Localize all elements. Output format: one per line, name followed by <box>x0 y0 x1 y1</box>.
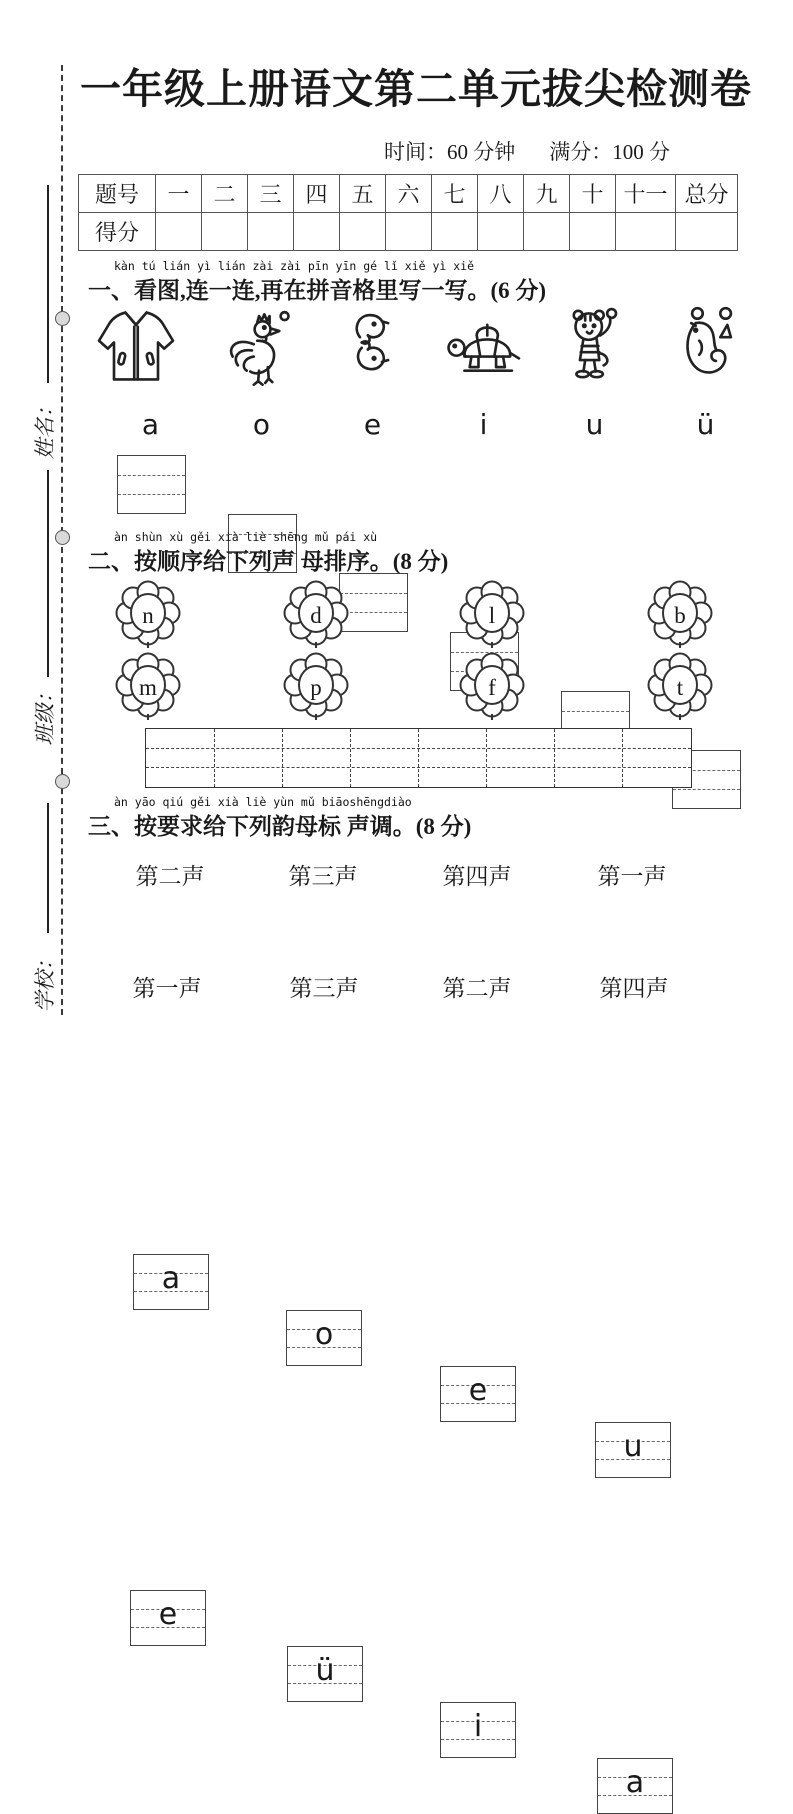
initial-flower <box>460 580 524 650</box>
tiger-cub-icon <box>548 302 640 390</box>
initial-flower <box>648 652 712 722</box>
pinyin-writing-grid <box>117 455 186 514</box>
score-cell-empty <box>432 213 478 251</box>
initial-letter: p <box>310 675 322 700</box>
initial-letter: l <box>488 603 496 628</box>
score-row-label: 得分 <box>79 213 156 251</box>
score-table-header-cell: 二 <box>202 175 248 213</box>
geese-icon <box>321 302 413 390</box>
final-letter: ü <box>315 1653 335 1688</box>
tone-label: 第二声 <box>442 976 512 1001</box>
tone-label: 第一声 <box>597 864 667 889</box>
class-blank-line <box>47 470 49 677</box>
tone-label: 第二声 <box>135 864 205 889</box>
coat-icon <box>90 302 182 390</box>
section3-pinyin: àn yāo qiú gěi xià liè yùn mǔ biāoshēngdiào <box>114 795 412 809</box>
initial-flower <box>284 652 348 722</box>
tone-writing-grid <box>440 1702 516 1758</box>
student-school-label: 学校： <box>33 949 57 1013</box>
score-cell-empty <box>248 213 294 251</box>
initial-flower <box>116 580 180 650</box>
turtle-icon <box>436 302 528 390</box>
fold-marker-dot <box>55 530 70 545</box>
section2-heading: 二、按顺序给下列声 母排序。(8 分) <box>88 549 449 574</box>
initial-flower <box>284 580 348 650</box>
section2-pinyin: àn shùn xù gěi xià liè shēng mǔ pái xù <box>114 530 378 544</box>
vowel-letter: o <box>252 408 271 441</box>
score-table-header-cell: 总分 <box>676 175 738 213</box>
exam-meta <box>384 136 704 166</box>
vowel-letter: e <box>363 408 382 441</box>
tone-label: 第四声 <box>442 864 512 889</box>
vowel-letter: ü <box>696 408 715 441</box>
score-table-header-cell: 八 <box>478 175 524 213</box>
tone-label: 第三声 <box>288 864 358 889</box>
score-cell-empty <box>340 213 386 251</box>
score-table-header-cell: 六 <box>386 175 432 213</box>
initial-flower <box>460 652 524 722</box>
final-letter: a <box>161 1261 181 1296</box>
tone-writing-grid <box>287 1646 363 1702</box>
ordering-answer-strip <box>145 728 692 788</box>
fold-marker-dot <box>55 774 70 789</box>
score-table <box>78 174 738 251</box>
initial-letter: f <box>488 675 496 700</box>
initial-letter: n <box>142 603 154 628</box>
school-blank-line <box>47 803 49 933</box>
full-score: 满分：100 分 <box>549 140 670 164</box>
tone-writing-grid <box>595 1422 671 1478</box>
score-cell-empty <box>524 213 570 251</box>
initial-flower <box>116 652 180 722</box>
fold-marker-dot <box>55 311 70 326</box>
score-table-header-cell: 题号 <box>79 175 156 213</box>
score-cell-empty <box>570 213 616 251</box>
score-table-header-cell: 九 <box>524 175 570 213</box>
tone-writing-grid <box>133 1254 209 1310</box>
section1-heading: 一、看图,连一连,再在拼音格里写一写。(6 分) <box>88 278 547 303</box>
score-table-header-cell: 一 <box>156 175 202 213</box>
tone-writing-grid <box>130 1590 206 1646</box>
score-table-header-cell: 三 <box>248 175 294 213</box>
section1-pinyin: kàn tú lián yì lián zài zài pīn yīn gé lǐ xiě yì xiě <box>114 259 475 273</box>
initial-letter: m <box>139 675 157 700</box>
score-cell-empty <box>202 213 248 251</box>
tone-writing-grid <box>597 1758 673 1814</box>
fish-icon <box>662 302 754 390</box>
page-title: 一年级上册语文第二单元拔尖检测卷 <box>80 66 752 112</box>
score-table-header-cell: 五 <box>340 175 386 213</box>
score-cell-empty <box>478 213 524 251</box>
name-blank-line <box>47 185 49 383</box>
rooster-icon <box>206 302 298 390</box>
tone-writing-grid <box>286 1310 362 1366</box>
final-letter: a <box>625 1765 645 1800</box>
final-letter: u <box>623 1429 643 1464</box>
score-table-header-cell: 四 <box>294 175 340 213</box>
student-name-label: 姓名： <box>33 396 57 460</box>
initial-letter: d <box>310 603 322 628</box>
final-letter: e <box>158 1597 178 1632</box>
score-table-header-cell: 七 <box>432 175 478 213</box>
score-cell-empty <box>386 213 432 251</box>
vowel-letter: i <box>479 408 488 441</box>
score-cell-empty <box>156 213 202 251</box>
student-class-label: 班级： <box>33 682 57 746</box>
final-letter: e <box>468 1373 488 1408</box>
tone-label: 第一声 <box>132 976 202 1001</box>
score-table-header-cell: 十一 <box>616 175 676 213</box>
score-cell-empty <box>294 213 340 251</box>
score-cell-empty <box>616 213 676 251</box>
vowel-letter: a <box>141 408 160 441</box>
final-letter: o <box>314 1317 334 1352</box>
initial-letter: t <box>676 675 684 700</box>
score-table-header-cell: 十 <box>570 175 616 213</box>
tone-label: 第四声 <box>599 976 669 1001</box>
initial-letter: b <box>674 603 686 628</box>
tone-label: 第三声 <box>289 976 359 1001</box>
pinyin-writing-grid <box>339 573 408 632</box>
score-cell-empty <box>676 213 738 251</box>
initial-flower <box>648 580 712 650</box>
vowel-letter: u <box>585 408 604 441</box>
tone-writing-grid <box>440 1366 516 1422</box>
section3-heading: 三、按要求给下列韵母标 声调。(8 分) <box>88 814 472 839</box>
time-limit: 时间：60 分钟 <box>384 140 516 164</box>
final-letter: i <box>473 1709 483 1744</box>
